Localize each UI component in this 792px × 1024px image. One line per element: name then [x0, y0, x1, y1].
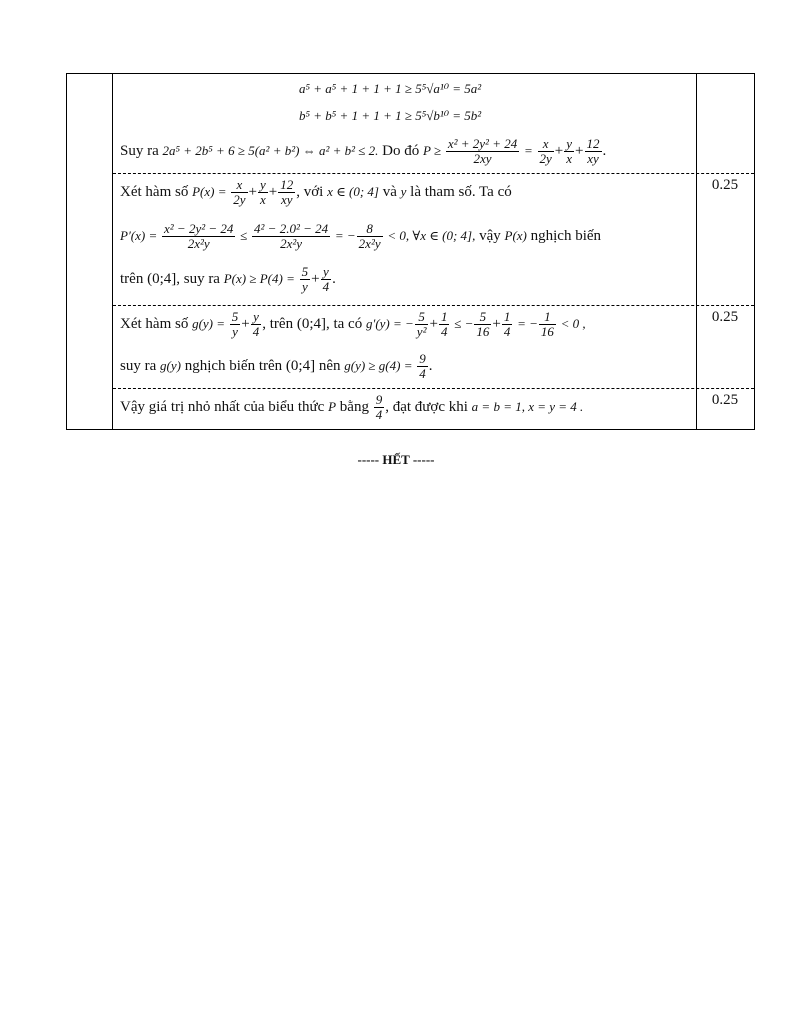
left-column: [67, 74, 113, 429]
solution-table: [66, 73, 755, 430]
fraction: $\frac{y}{x}$: [566, 136, 573, 166]
row4-line1: Vậy giá trị nhỏ nhất của biểu thức P bằng $\frac{9}{4}$ , đạt được khi a = b = 1, x = y = 4 .: [120, 392, 584, 422]
score-row2: 0.25: [711, 177, 739, 193]
row-separator: [113, 388, 754, 389]
row3-line2: suy ra g(y) nghịch biến trên (0;4] nên g(y) ≥ g(4) = $\frac{9}{4}$ .: [120, 351, 433, 381]
score-row3: 0.25: [711, 309, 739, 325]
equation-b: b⁵ + b⁵ + 1 + 1 + 1 ≥ 5⁵√b¹⁰ = 5b²: [299, 108, 482, 123]
row1-conclusion: Suy ra 2a⁵ + 2b⁵ + 6 ≥ 5(a² + b²) ⇔ a² + b² ≤ 2. Do đó P ≥ $\frac{\text{x² + 2y² + 24}}{2xy}$ = $\frac{x}{2y}$ + $\frac{y}{x}$ + $\frac{12}{xy}$ .: [120, 136, 607, 166]
row2-line3: trên (0;4], suy ra P(x) ≥ P(4) = $\frac{5}{y}$ + $\frac{y}{4}$ .: [120, 264, 336, 294]
row3-line1: Xét hàm số g(y) = $\frac{5}{y}$ + $\frac{y}{4}$ , trên (0;4], ta có g′(y) = − $\frac{5}{\text{y²}}$ + $\frac{1}{4}$ ≤ − $\frac{5}{16}$ + $\frac{1}{4}$ = − $\frac{1}{16}$ < 0 ,: [120, 309, 586, 339]
fraction: $\frac{12}{xy}$: [586, 136, 600, 166]
row2-line2: P′(x) = $\frac{\text{x² − 2y² − 24}}{\text{2x²y}}$ ≤ $\frac{\text{4² − 2.0² − 24}}{\text{2x²y}}$ = − $\frac{8}{\text{2x²y}}$ < 0, ∀x ∈ (0; 4], vậy P(x) nghịch biến: [120, 221, 602, 251]
end-marker: ----- HẾT -----: [357, 452, 435, 467]
score-column: [696, 74, 754, 429]
fraction: $\frac{\text{x² + 2y² + 24}}{2xy}$: [447, 136, 518, 166]
score-row4: 0.25: [711, 392, 739, 408]
row2-line1: Xét hàm số P(x) = $\frac{x}{2y}$ + $\frac{y}{x}$ + $\frac{12}{xy}$ , với x ∈ (0; 4] và y là tham số. Ta có: [120, 177, 512, 207]
equation-a: a⁵ + a⁵ + 1 + 1 + 1 ≥ 5⁵√a¹⁰ = 5a²: [299, 81, 482, 96]
fraction: $\frac{x}{2y}$: [539, 136, 552, 166]
row-separator: [113, 173, 754, 174]
row-separator: [113, 305, 754, 306]
